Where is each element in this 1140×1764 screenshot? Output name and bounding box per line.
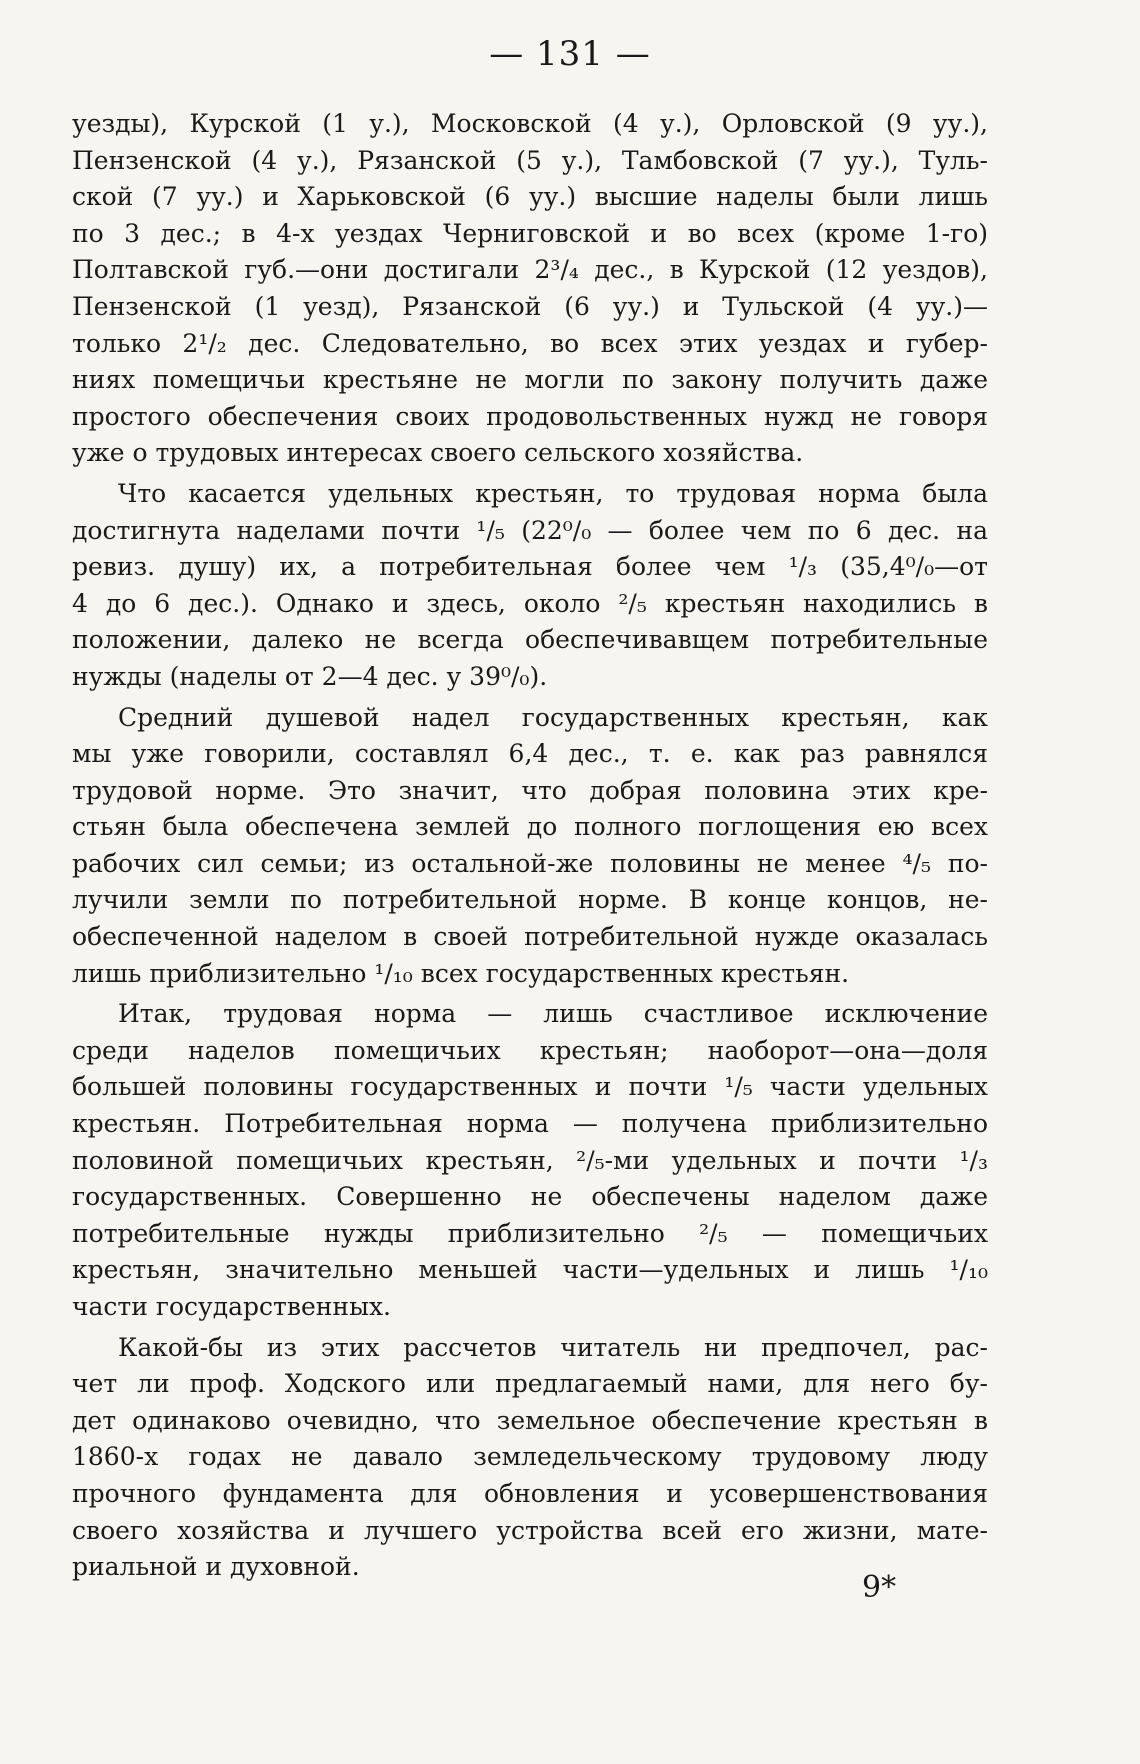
text-line: 1860-х годах не давало земледельческому трудовому люду bbox=[72, 1442, 988, 1472]
text-line: обеспеченной наделом в своей потребительной нужде оказалась bbox=[72, 922, 988, 952]
text-line: части государственных. bbox=[72, 1292, 392, 1321]
text-line: Итак, трудовая норма — лишь счастливое исключение bbox=[118, 999, 988, 1029]
text-line: среди наделов помещичьих крестьян; наоборот—она—доля bbox=[72, 1035, 988, 1065]
text-line: Полтавской губ.—они достигали 2³/₄ дес., в Курской (12 уездов), bbox=[72, 255, 988, 285]
signature-mark: 9* bbox=[862, 1570, 897, 1605]
text-line: дет одинаково очевидно, что земельное обеспечение крестьян в bbox=[72, 1405, 988, 1435]
text-line: половиной помещичьих крестьян, ²/₅-ми удельных и почти ¹/₃ bbox=[72, 1145, 988, 1175]
text-line: уезды), Курской (1 у.), Московской (4 у.), Орловской (9 уу.), bbox=[72, 109, 988, 138]
text-line: ской (7 уу.) и Харьковской (6 уу.) высшие наделы были лишь bbox=[72, 182, 988, 212]
text-line: ревиз. душу) их, а потребительная более чем ¹/₃ (35,4⁰/₀—от bbox=[72, 552, 988, 582]
text-line: крестьян, значительно меньшей части—удельных и лишь ¹/₁₀ bbox=[72, 1255, 988, 1285]
text-line: нужды (наделы от 2—4 дес. у 39⁰/₀). bbox=[72, 661, 548, 691]
text-line: простого обеспечения своих продовольственных нужд не говоря bbox=[72, 401, 988, 431]
text-line: 4 до 6 дес.). Однако и здесь, около ²/₅ крестьян находились в bbox=[72, 588, 988, 618]
text-line: мы уже говорили, составлял 6,4 дес., т. е. как раз равнялся bbox=[72, 739, 988, 769]
text-line: стьян была обеспечена землей до полного поглощения ею всех bbox=[72, 812, 988, 842]
text-line: риальной и духовной. bbox=[72, 1552, 360, 1582]
text-line: большей половины государственных и почти ¹/₅ части удельных bbox=[72, 1072, 988, 1102]
text-line: Что касается удельных крестьян, то трудовая норма была bbox=[118, 478, 988, 508]
text-line: достигнута наделами почти ¹/₅ (22⁰/₀ — более чем по 6 дес. на bbox=[72, 515, 988, 545]
text-line: лучили земли по потребительной норме. В конце концов, не- bbox=[72, 885, 988, 915]
page-number: — 131 — bbox=[489, 34, 651, 74]
text-line: Какой-бы из этих рассчетов читатель ни предпочел, рас- bbox=[118, 1332, 988, 1362]
text-line: Пензенской (1 уезд), Рязанской (6 уу.) и Тульской (4 уу.)— bbox=[72, 291, 988, 321]
text-line: по 3 дес.; в 4-х уездах Черниговской и во всех (кроме 1-го) bbox=[72, 218, 988, 248]
text-line: ниях помещичьи крестьяне не могли по закону получить даже bbox=[72, 365, 988, 395]
text-line: рабочих сил семьи; из остальной-же половины не менее ⁴/₅ по- bbox=[72, 848, 988, 878]
text-line: положении, далеко не всегда обеспечивавщем потребительные bbox=[72, 625, 988, 655]
text-line: лишь приблизительно ¹/₁₀ всех государственных крестьян. bbox=[72, 958, 850, 988]
text-line: своего хозяйства и лучшего устройства всей его жизни, мате- bbox=[72, 1515, 988, 1545]
text-line: крестьян. Потребительная норма — получена приблизительно bbox=[72, 1109, 988, 1139]
text-line: уже о трудовых интересах своего сельского хозяйства. bbox=[72, 438, 804, 468]
text-line: государственных. Совершенно не обеспечены наделом даже bbox=[72, 1182, 988, 1212]
text-line: прочного фундамента для обновления и усовершенствования bbox=[72, 1478, 988, 1508]
text-body bbox=[72, 106, 988, 1586]
text-line: потребительные нужды приблизительно ²/₅ — помещичьих bbox=[72, 1218, 988, 1248]
text-line: Пензенской (4 у.), Рязанской (5 у.), Тамбовской (7 уу.), Туль- bbox=[72, 145, 988, 175]
text-line: только 2¹/₂ дес. Следовательно, во всех этих уездах и губер- bbox=[72, 328, 988, 358]
text-line: трудовой норме. Это значит, что добрая половина этих кре- bbox=[72, 775, 988, 805]
text-line: чет ли проф. Ходского или предлагаемый нами, для него бу- bbox=[72, 1369, 988, 1399]
text-line: Средний душевой надел государственных крестьян, как bbox=[118, 702, 988, 732]
